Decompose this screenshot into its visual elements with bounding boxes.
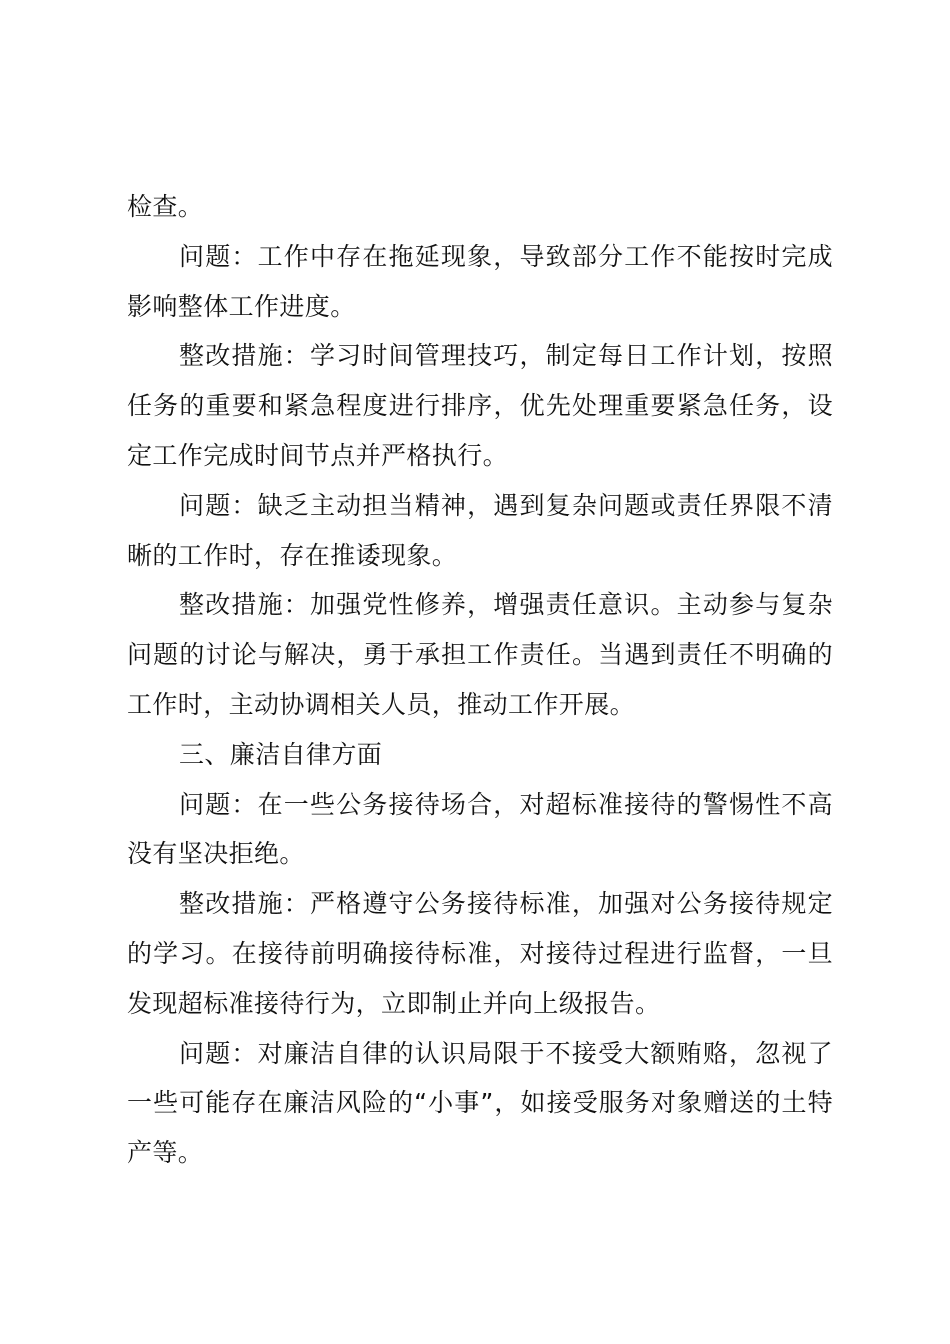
- paragraph-rectification-reception: 整改措施：严格遵守公务接待标准，加强对公务接待规定的学习。在接待前明确接待标准，对接待过程进行监督，一旦发现超标准接待行为，立即制止并向上级报告。: [127, 889, 833, 1018]
- paragraph-rectification-responsibility: 整改措施：加强党性修养，增强责任意识。主动参与复杂问题的讨论与解决，勇于承担工作责任。当遇到责任不明确的工作时，主动协调相关人员，推动工作开展。: [127, 590, 833, 719]
- paragraph-problem-reception: 问题：在一些公务接待场合，对超标准接待的警惕性不高没有坚决拒绝。: [127, 789, 833, 869]
- section-heading-integrity: 三、廉洁自律方面: [179, 739, 383, 769]
- paragraph-problem-delay: 问题：工作中存在拖延现象，导致部分工作不能按时完成影响整体工作进度。: [127, 241, 833, 321]
- paragraph-continuation: 检查。: [127, 192, 204, 221]
- paragraph-rectification-time-management: 整改措施：学习时间管理技巧，制定每日工作计划，按照任务的重要和紧急程度进行排序，优先处理重要紧急任务，设定工作完成时间节点并严格执行。: [127, 341, 833, 470]
- document-body: [127, 182, 833, 1178]
- paragraph-problem-responsibility: 问题：缺乏主动担当精神，遇到复杂问题或责任界限不清晰的工作时，存在推诿现象。: [127, 490, 833, 570]
- paragraph-problem-small-matters: 问题：对廉洁自律的认识局限于不接受大额贿赂，忽视了一些可能存在廉洁风险的“小事”，如接受服务对象赠送的土特产等。: [127, 1038, 833, 1168]
